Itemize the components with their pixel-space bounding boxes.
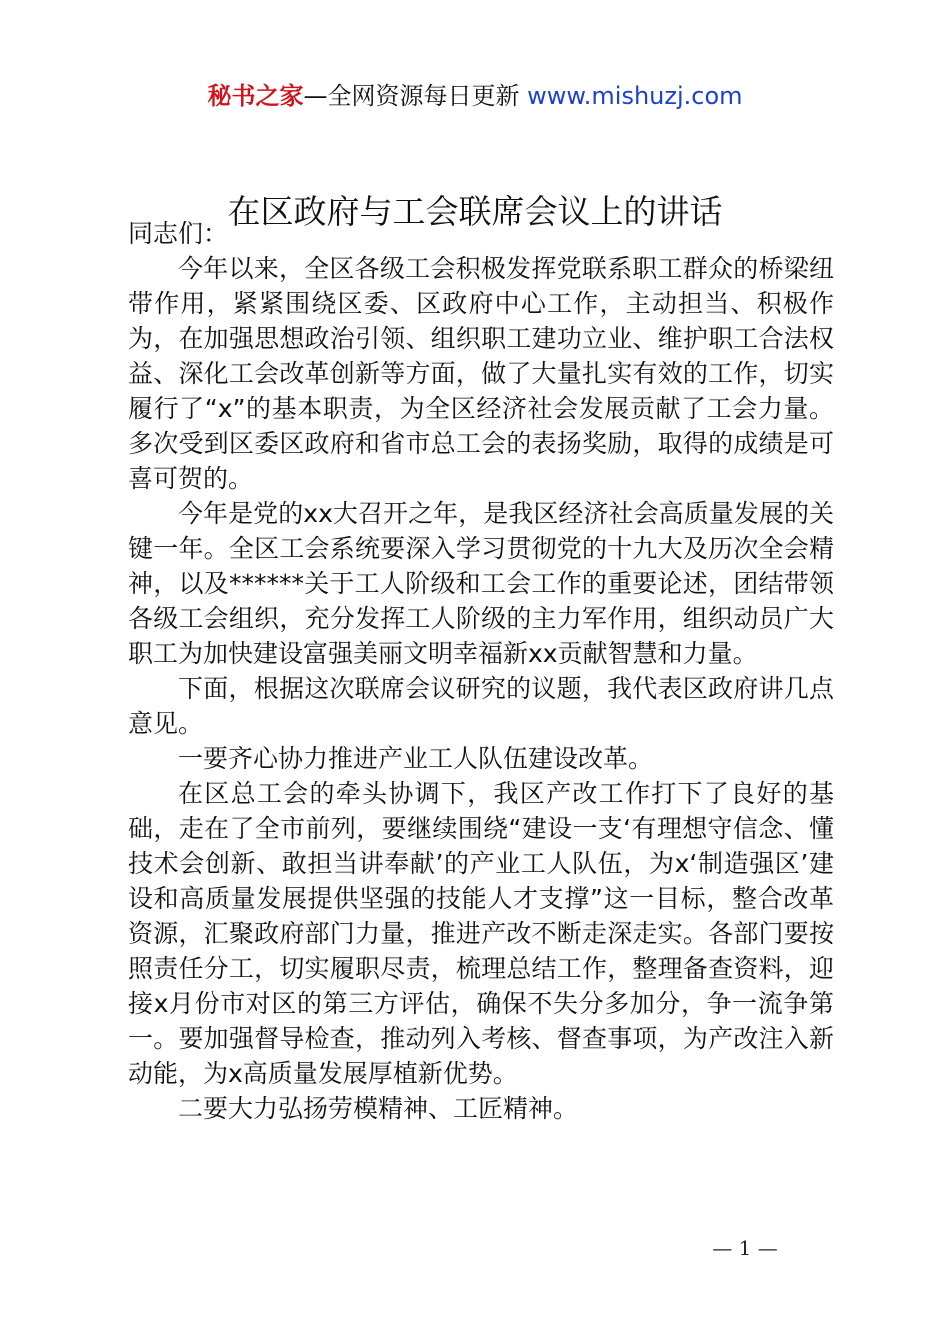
paragraph-4: 在区总工会的牵头协调下，我区产改工作打下了良好的基础，走在了全市前列，要继续围绕“建设一支‘有理想守信念、懂技术会创新、敢担当讲奉献’的产业工人队伍，为x‘制造强区’建设和高质量发展提供坚强的技能人才支撑”这一目标，整合改革资源，汇聚政府部门力量，推进产改不断走深走实。各部门要按照责任分工，切实履职尽责，梳理总结工作，整理备查资料，迎接x月份市对区的第三方评估，确保不失分多加分，争一流争第一。要加强督导检查，推动列入考核、督查事项，为产改注入新动能，为x高质量发展厚植新优势。 bbox=[128, 779, 834, 1088]
paragraph-1: 今年以来，全区各级工会积极发挥党联系职工群众的桥梁纽带作用，紧紧围绕区委、区政府中心工作，主动担当、积极作为，在加强思想政治引领、组织职工建功立业、维护职工合法权益、深化工会改革创新等方面，做了大量扎实有效的工作，切实履行了“x”的基本职责，为全区经济社会发展贡献了工会力量。多次受到区委区政府和省市总工会的表扬奖励，取得的成绩是可喜可贺的。 bbox=[128, 254, 834, 493]
document-title: 在区政府与工会联席会议上的讲话 bbox=[227, 192, 723, 231]
section-heading-2: 二要大力弘扬劳模精神、工匠精神。 bbox=[178, 1094, 579, 1123]
document-body bbox=[128, 216, 834, 1126]
banner-brand: 秘书之家 bbox=[207, 82, 304, 110]
paragraph-2: 今年是党的xx大召开之年，是我区经济社会高质量发展的关键一年。全区工会系统要深入学习贯彻党的十九大及历次全会精神，以及******关于工人阶级和工会工作的重要论述，团结带领各级工会组织，充分发挥工人阶级的主力军作用，组织动员广大职工为加快建设富强美丽文明幸福新xx贡献智慧和力量。 bbox=[128, 499, 834, 668]
page-number: — 1 — bbox=[712, 1236, 778, 1260]
banner-url-link[interactable]: www.mishuzj.com bbox=[527, 82, 743, 110]
salutation: 同志们： bbox=[128, 219, 229, 248]
site-banner bbox=[0, 80, 950, 112]
paragraph-3: 下面，根据这次联席会议研究的议题，我代表区政府讲几点意见。 bbox=[128, 674, 834, 738]
banner-tagline: —全网资源每日更新 bbox=[303, 82, 528, 110]
section-heading-1: 一要齐心协力推进产业工人队伍建设改革。 bbox=[178, 744, 654, 773]
